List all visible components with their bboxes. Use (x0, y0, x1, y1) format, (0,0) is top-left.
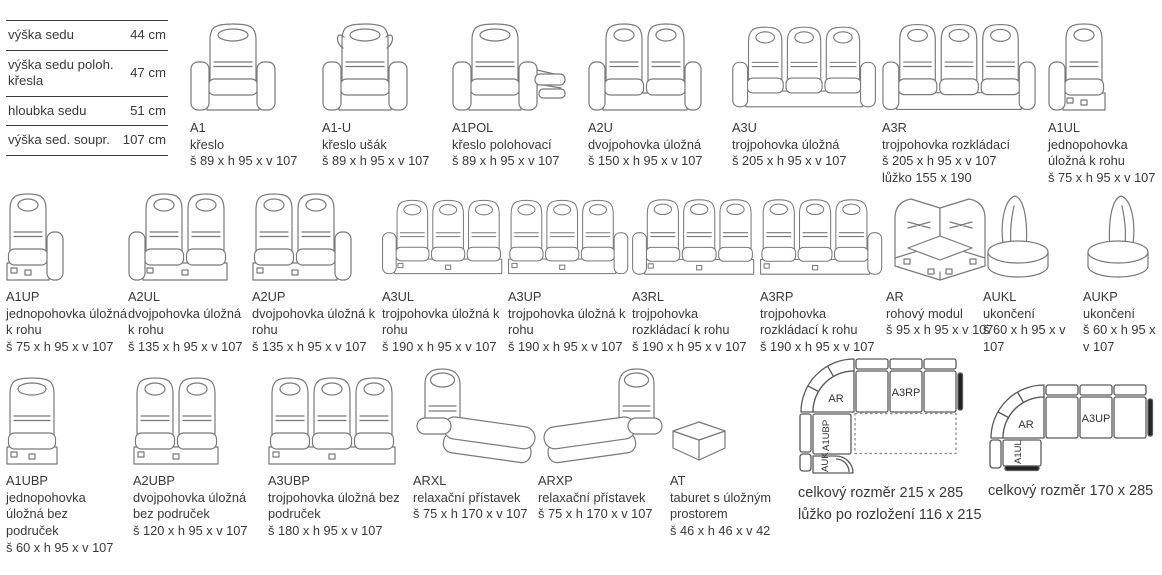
catalog-item (670, 364, 792, 540)
item-code: A2U (588, 120, 613, 135)
item-dimensions: š 205 x h 95 x v 107 (732, 153, 847, 169)
seat-2-arm-right-drawing (250, 186, 378, 284)
plan-bed-size: lůžko po rozložení 116 x 215 (798, 507, 982, 524)
catalog-item (983, 186, 1075, 356)
sofa-3-arms-drawing (730, 6, 880, 114)
spec-label: hloubka sedu (8, 102, 87, 118)
seat-3-arm-left-drawing (380, 186, 506, 284)
item-code: A1 (190, 120, 206, 135)
item-code: A3UL (382, 289, 415, 304)
armchair-wing-drawing (320, 6, 450, 114)
item-description: ukončení (1083, 305, 1135, 321)
seat-2-arm-left-drawing (126, 186, 250, 284)
catalog-item (382, 186, 506, 356)
item-code: A2UBP (133, 473, 175, 488)
chaise-left-drawing (411, 364, 547, 468)
item-code: AR (886, 289, 904, 304)
layout-plan-drawing (798, 356, 964, 476)
item-description: relaxační přístavek (413, 489, 521, 505)
item-description: trojpohovka rozkládací k rohu (632, 305, 730, 338)
item-code: A3UP (508, 289, 542, 304)
item-code: ARXP (538, 473, 573, 488)
spec-label: výška sed. soupr. (8, 132, 110, 147)
item-code: A3UBP (268, 473, 310, 488)
item-code: A3R (882, 120, 907, 135)
spec-value: 47 cm (130, 64, 166, 80)
item-description: dvojpohovka úložná (588, 136, 702, 152)
item-dimensions: š 46 x h 46 x v 42 (670, 522, 771, 538)
item-description: relaxační přístavek (538, 489, 646, 505)
catalog-item (732, 6, 880, 170)
seat-2-noarm-drawing (131, 364, 265, 468)
item-code: A1UBP (6, 473, 48, 488)
item-dimensions: š 75 x h 170 x v 107 (413, 506, 528, 522)
item-description: trojpohovka úložná k rohu (508, 305, 626, 338)
layout-plan-corner-215x285 (798, 356, 982, 526)
item-dimensions: š 135 x h 95 x v 107 (128, 338, 243, 354)
item-dimensions: š 89 x h 95 x v 107 (190, 153, 298, 169)
item-dimensions: š 150 x h 95 x v 107 (588, 153, 703, 169)
spec-table (6, 20, 168, 156)
spec-row (6, 20, 168, 50)
item-description: trojpohovka úložná (732, 136, 840, 152)
item-description: rohový modul (886, 305, 963, 321)
item-dimensions: š 180 x h 95 x v 107 (268, 522, 383, 538)
item-description: křeslo (190, 136, 225, 152)
seat-3-arm-right-drawing (506, 186, 632, 284)
item-dimensions: š 89 x h 95 x v 107 (452, 153, 560, 169)
item-code: ARXL (413, 473, 447, 488)
item-code: A2UL (128, 289, 161, 304)
item-dimensions: š 75 x h 170 x v 107 (538, 506, 653, 522)
armchair-drawing (188, 6, 318, 114)
item-dimensions: š 75 x h 95 x v 107 (1048, 169, 1156, 185)
catalog-item (882, 6, 1040, 187)
item-code: A3RL (632, 289, 665, 304)
seat-1-arm-left-drawing (1046, 6, 1162, 114)
item-code: A2UP (252, 289, 286, 304)
chaise-right-drawing (536, 364, 672, 468)
catalog-item (133, 364, 265, 540)
seat-3-arm-left-drawing (630, 186, 758, 284)
catalog-item (252, 186, 378, 356)
item-code: AT (670, 473, 686, 488)
item-code: A1UP (6, 289, 40, 304)
catalog-item (1083, 186, 1162, 356)
layout-plan-corner-170x285 (988, 382, 1160, 501)
item-description: dvojpohovka úložná bez područek (133, 489, 247, 522)
plan-corner-label: AR (828, 393, 844, 405)
catalog-item (588, 6, 730, 170)
catalog-item (190, 6, 318, 170)
item-dimensions: š 95 x h 95 x v 107 (886, 322, 994, 338)
item-description: křeslo ušák (322, 136, 387, 152)
item-description: trojpohovka úložná k rohu (382, 305, 500, 338)
item-dimensions: š 135 x h 95 x v 107 (252, 338, 367, 354)
item-code: AUKP (1083, 289, 1118, 304)
seat-3-noarm-drawing (266, 364, 406, 468)
item-code: AUKL (983, 289, 1017, 304)
plan-vertical-label: A1UL (1013, 440, 1024, 464)
item-dimensions: š 190 x h 95 x v 107 (632, 338, 747, 354)
item-dimensions: š 89 x h 95 x v 107 (322, 153, 430, 169)
catalog-item (632, 186, 758, 356)
item-dimensions: š 120 x h 95 x v 107 (133, 522, 248, 538)
item-description: trojpohovka rozkládací (882, 136, 1011, 152)
plan-total-size: celkový rozměr 215 x 285 (798, 485, 964, 501)
spec-row (6, 96, 168, 126)
catalog-item (6, 364, 122, 556)
item-dimensions: š 190 x h 95 x v 107 (760, 338, 875, 354)
spec-row (6, 50, 168, 96)
item-description: jednopohovka úložná k rohu (6, 305, 127, 338)
spec-value: 107 cm (122, 132, 166, 147)
item-description: taburet s úložným prostorem (670, 489, 772, 522)
item-description: jednopohovka úložná k rohu (1048, 136, 1128, 169)
spec-label: výška sedu (8, 27, 74, 42)
sofa-2-arms-drawing (586, 6, 730, 114)
item-dimensions: š 205 x h 95 x v 107 (882, 153, 997, 169)
plan-total-size: celkový rozměr 170 x 285 (988, 483, 1154, 499)
item-description: jednopohovka úložná bez područek (6, 489, 86, 538)
item-extra-dimensions: lůžko 155 x 190 (882, 169, 972, 185)
end-left-drawing (981, 186, 1075, 284)
item-description: dvojpohovka úložná k rohu (252, 305, 376, 338)
spec-value: 51 cm (130, 102, 166, 118)
item-code: A1-U (322, 120, 352, 135)
catalog-item (128, 186, 250, 356)
layout-plan-drawing (988, 382, 1160, 474)
item-description: dvojpohovka úložná k rohu (128, 305, 242, 338)
catalog-item (268, 364, 406, 540)
spec-row (6, 125, 168, 156)
spec-value: 44 cm (130, 27, 166, 42)
sofa-3-arms-drawing (880, 6, 1040, 114)
plan-end-label: AUK (820, 452, 831, 472)
spec-label: výška sedu poloh. křesla (8, 56, 114, 88)
item-code: A3U (732, 120, 757, 135)
seat-1-noarm-drawing (4, 364, 122, 468)
catalog-item (6, 186, 128, 356)
item-code: A3RP (760, 289, 794, 304)
item-dimensions: š 60 x h 95 x v 107 (6, 539, 114, 555)
item-code: A1UL (1048, 120, 1081, 135)
plan-sofa-label: A3UP (1081, 413, 1111, 425)
pouf-cube-drawing (668, 364, 792, 468)
item-dimensions: š 75 x h 95 x v 107 (6, 338, 114, 354)
item-description: křeslo polohovací (452, 136, 552, 152)
plan-sofa-label: A3RP (891, 387, 921, 399)
seat-3-arm-right-drawing (758, 186, 886, 284)
plan-vertical-label: A1UBP (821, 419, 832, 451)
catalog-item (508, 186, 632, 356)
catalog-item (1048, 6, 1162, 187)
item-description: ukončení (983, 305, 1035, 321)
catalog-item (452, 6, 588, 170)
armchair-recliner-drawing (450, 6, 588, 114)
item-dimensions: š 190 x h 95 x v 107 (508, 338, 623, 354)
seat-1-arm-right-drawing (4, 186, 128, 284)
item-dimensions: š 190 x h 95 x v 107 (382, 338, 497, 354)
item-description: trojpohovka rozkládací k rohu (760, 305, 858, 338)
catalog-item (322, 6, 450, 170)
catalog-item (413, 364, 547, 523)
end-right-drawing (1081, 186, 1162, 284)
catalog-item (538, 364, 672, 523)
plan-corner-label: AR (1018, 419, 1034, 431)
catalog-item (760, 186, 886, 356)
item-code: A1POL (452, 120, 494, 135)
item-dimensions: š 60 x h 95 x v 107 (983, 322, 1066, 354)
item-description: trojpohovka úložná bez područek (268, 489, 400, 522)
item-dimensions: š 60 x h 95 x v 107 (1083, 322, 1156, 354)
